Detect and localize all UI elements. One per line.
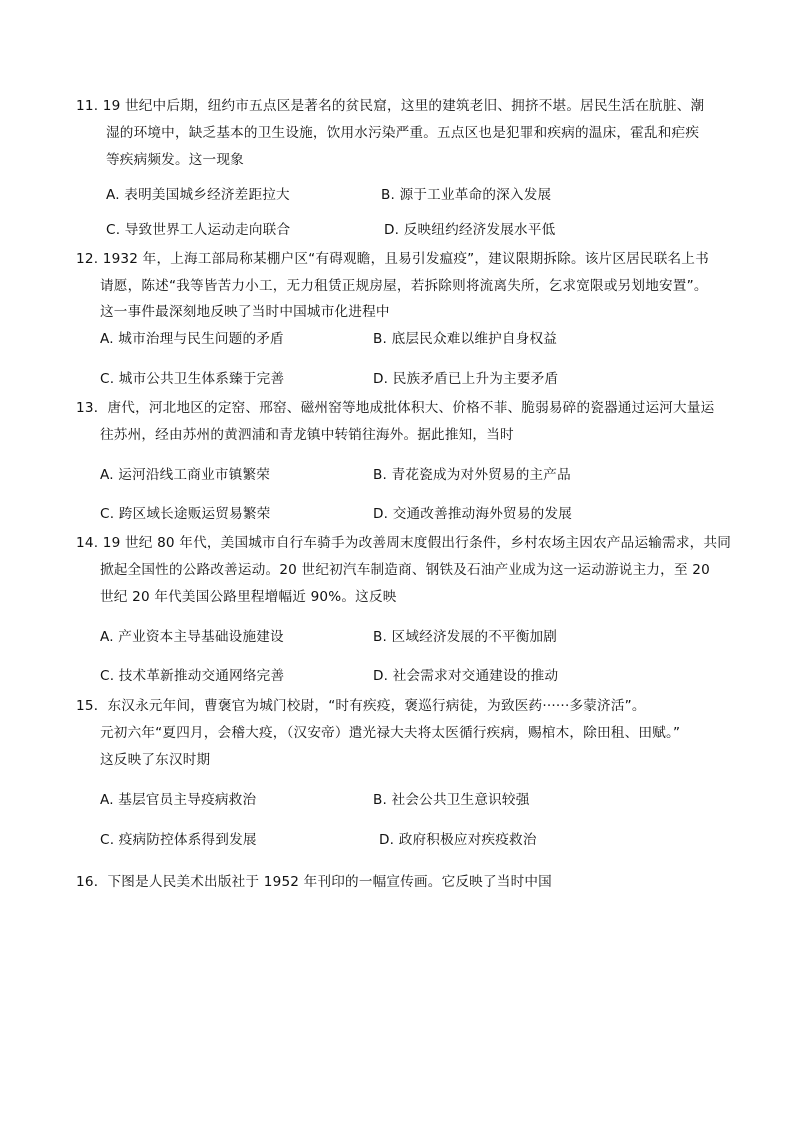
question-text-line: 往苏州，经由苏州的黄泗浦和青龙镇中转销往海外。据此推知，当时	[100, 427, 514, 443]
option-c: C. 跨区域长途贩运贸易繁荣	[100, 506, 271, 522]
option-d: D. 政府积极应对疾疫救治	[379, 832, 537, 848]
option-d: D. 民族矛盾已上升为主要矛盾	[373, 371, 559, 387]
question-text-line: 湿的环境中，缺乏基本的卫生设施，饮用水污染严重。五点区也是犯罪和疾病的温床，霍乱和疟疾	[106, 125, 700, 141]
option-b: B. 区域经济发展的不平衡加剧	[373, 629, 558, 645]
option-c: C. 导致世界工人运动走向联合	[106, 222, 291, 238]
question-text-line: 等疾病频发。这一现象	[106, 152, 244, 168]
question-text-line: 这一事件最深刻地反映了当时中国城市化进程中	[100, 304, 390, 320]
option-b: B. 源于工业革命的深入发展	[381, 187, 552, 203]
option-b: B. 社会公共卫生意识较强	[373, 792, 530, 808]
option-a: A. 产业资本主导基础设施建设	[100, 629, 284, 645]
option-b: B. 青花瓷成为对外贸易的主产品	[373, 467, 571, 483]
question-text-line: 这反映了东汉时期	[100, 752, 211, 768]
question-text-line: 元初六年“夏四月，会稽大疫，（汉安帝）遣光禄大夫将太医循行疾病，赐棺木，除田租、田赋。”	[100, 725, 681, 741]
option-c: C. 疫病防控体系得到发展	[100, 832, 257, 848]
question-text-line: 11. 19 世纪中后期，纽约市五点区是著名的贫民窟，这里的建筑老旧、拥挤不堪。居民生活在肮脏、潮	[76, 98, 705, 114]
question-text-line: 14. 19 世纪 80 年代，美国城市自行车骑手为改善周末度假出行条件，乡村农场主因农产品运输需求，共同	[76, 535, 732, 551]
question-text-line: 15．东汉永元年间，曹褒官为城门校尉，“时有疾疫，褒巡行病徒，为致医药······多蒙济活”。	[76, 698, 646, 714]
question-text-line: 13．唐代，河北地区的定窑、邢窑、磁州窑等地成批体积大、价格不菲、脆弱易碎的瓷器通过运河大量运	[76, 400, 715, 416]
option-a: A. 城市治理与民生问题的矛盾	[100, 331, 284, 347]
option-d: D. 交通改善推动海外贸易的发展	[373, 506, 573, 522]
option-b: B. 底层民众难以维护自身权益	[373, 331, 558, 347]
question-text-line: 请愿，陈述“我等皆苦力小工，无力租赁正规房屋，若拆除则将流离失所，乞求宽限或另划地安置”。	[100, 278, 708, 294]
option-c: C. 城市公共卫生体系臻于完善	[100, 371, 285, 387]
question-text-line: 世纪 20 年代美国公路里程增幅近 90%。这反映	[100, 589, 397, 605]
option-a: A. 表明美国城乡经济差距拉大	[106, 187, 290, 203]
option-c: C. 技术革新推动交通网络完善	[100, 668, 285, 684]
option-a: A. 运河沿线工商业市镇繁荣	[100, 467, 271, 483]
option-d: D. 社会需求对交通建设的推动	[373, 668, 559, 684]
question-text-line: 12. 1932 年，上海工部局称某棚户区“有碍观瞻，且易引发瘟疫”，建议限期拆除。该片区居民联名上书	[76, 251, 709, 267]
option-d: D. 反映纽约经济发展水平低	[384, 222, 556, 238]
question-text-line: 16．下图是人民美术出版社于 1952 年刊印的一幅宣传画。它反映了当时中国	[76, 874, 552, 890]
option-a: A. 基层官员主导疫病救治	[100, 792, 257, 808]
question-text-line: 掀起全国性的公路改善运动。20 世纪初汽车制造商、钢铁及石油产业成为这一运动游说主力，至 20	[100, 562, 710, 578]
